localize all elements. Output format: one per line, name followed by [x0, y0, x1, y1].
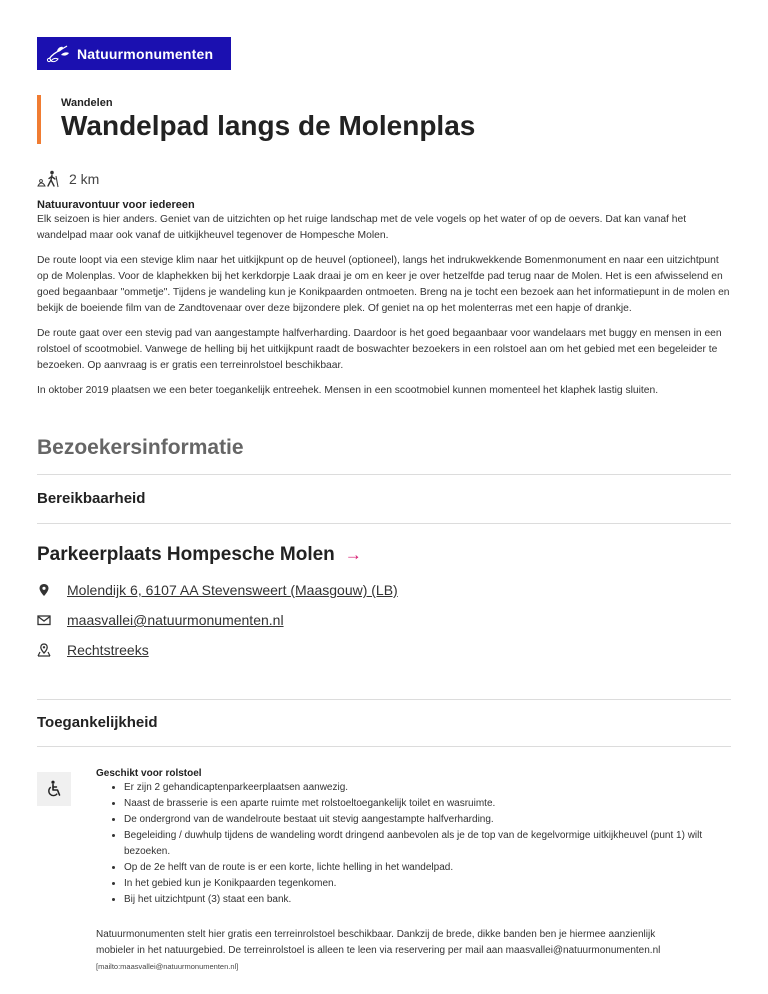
- email-row: [37, 612, 284, 628]
- category-kicker: Wandelen: [61, 97, 113, 109]
- envelope-icon: [37, 613, 51, 627]
- list-item: • Er zijn 2 gehandicaptenparkeerplaatsen aanwezig.: [124, 780, 736, 796]
- wheelchair-rental-note: [96, 927, 696, 975]
- address-row: [37, 582, 398, 598]
- route-distance: [37, 170, 99, 188]
- intro-heading: Natuuravontuur voor iedereen: [37, 199, 195, 211]
- intro-section: [37, 199, 733, 408]
- directions-row: [37, 642, 149, 658]
- intro-paragraph: In oktober 2019 plaatsen we een beter toegankelijk entreehek. Mensen in een scootmobiel kunnen momenteel het klaphek lastig sluiten.: [37, 385, 659, 396]
- walking-icon: [37, 170, 59, 188]
- list-item: • Bij het uitzichtpunt (3) staat een bank.: [124, 892, 736, 908]
- arrow-right-icon[interactable]: →: [344, 545, 362, 564]
- mailto-reference[interactable]: [mailto:maasvallei@natuurmonumenten.nl]: [96, 962, 239, 971]
- address-link[interactable]: Molendijk 6, 6107 AA Stevensweert (Maasgouw) (LB): [67, 582, 398, 598]
- parking-name[interactable]: Parkeerplaats Hompesche Molen: [37, 544, 335, 565]
- divider: [37, 523, 731, 524]
- rental-note-text: Natuurmonumenten stelt hier gratis een terreinrolstoel beschikbaar. Dankzij de brede, dikke banden ben je hiermee aanzienlijk mobieler in het natuurgebied. De terreinrolstoel is alleen te leen via reservering per mail aan maasvallei@natuurmonumenten.nl: [96, 929, 661, 956]
- list-item: • Op de 2e helft van de route is er een korte, lichte helling in het wandelpad.: [124, 860, 736, 876]
- divider: [37, 699, 731, 700]
- wheelchair-badge: [37, 772, 71, 806]
- parking-title[interactable]: [37, 544, 362, 566]
- wheelchair-icon: [45, 780, 63, 798]
- divider: [37, 746, 731, 747]
- intro-paragraph: De route loopt via een stevige klim naar het uitkijkpunt op de heuvel (optioneel), langs het indrukwekkende Bomenmonument en naar een uitzichtpunt op de Molenplas. Voor de klaphekken bij het kerkdorpje Laak draai je om en keer je over hetzelfde pad terug naar de Molen. Het is een afwisselend en goed begaanbaar "ommetje". Tijdens je wandeling kun je Konikpaarden ontmoeten. Breng na je tocht een bezoek aan het informatiepunt in de molen en bekijk de boeiende film van de Zandtovenaar over deze bijzondere plek. Of geniet na op het molenterras met een hapje of drankje.: [37, 255, 730, 314]
- list-item: • Begeleiding / duwhulp tijdens de wandeling wordt dringend aanbevolen als je de top van de kegelvormige uitkijkheuvel (punt 1) wilt bezoeken.: [124, 828, 736, 860]
- intro-paragraph: Elk seizoen is hier anders. Geniet van de uitzichten op het ruige landschap met de vele vogels op het water of op de oevers. Dat kan vanaf het wandelpad maar ook vanaf de uitkijkheuvel tegenover de Hompesche Molen.: [37, 214, 687, 241]
- divider: [37, 474, 731, 475]
- accessibility-list: [124, 780, 736, 908]
- intro-paragraph: De route gaat over een stevig pad van aangestampte halfverharding. Daardoor is het goed begaanbaar voor wandelaars met buggy en mensen in een rolstoel of scootmobiel. Vanwege de helling bij het uitkijkpunt raadt de boswachter bezoekers in een rolstoel aan om het gebied met een begeleider te bezoeken. Op aanvraag is er gratis een terreinrolstoel beschikbaar.: [37, 328, 722, 371]
- email-link[interactable]: maasvallei@natuurmonumenten.nl: [67, 612, 284, 628]
- page-header: [37, 95, 475, 144]
- page-title: Wandelpad langs de Molenplas: [61, 110, 476, 141]
- accessibility-details: [96, 768, 736, 908]
- directions-link[interactable]: Rechtstreeks: [67, 642, 149, 658]
- list-item: • In het gebied kun je Konikpaarden tegenkomen.: [124, 876, 736, 892]
- route-pin-icon: [37, 643, 51, 657]
- distance-value: 2 km: [69, 171, 100, 187]
- wheelchair-label: Geschikt voor rolstoel: [96, 768, 202, 779]
- accessibility-heading[interactable]: Toegankelijkheid: [37, 714, 158, 731]
- brand-logo[interactable]: [37, 37, 231, 70]
- brand-name: Natuurmonumenten: [77, 45, 214, 62]
- list-item: • Naast de brasserie is een aparte ruimte met rolstoeltoegankelijk toilet en wasruimte.: [124, 796, 736, 812]
- leaf-logo-icon: [45, 43, 73, 65]
- list-item: • De ondergrond van de wandelroute bestaat uit stevig aangestampte halfverharding.: [124, 812, 736, 828]
- reachability-heading[interactable]: Bereikbaarheid: [37, 490, 146, 507]
- visitor-info-title: Bezoekersinformatie: [37, 436, 244, 459]
- location-pin-icon: [37, 583, 51, 597]
